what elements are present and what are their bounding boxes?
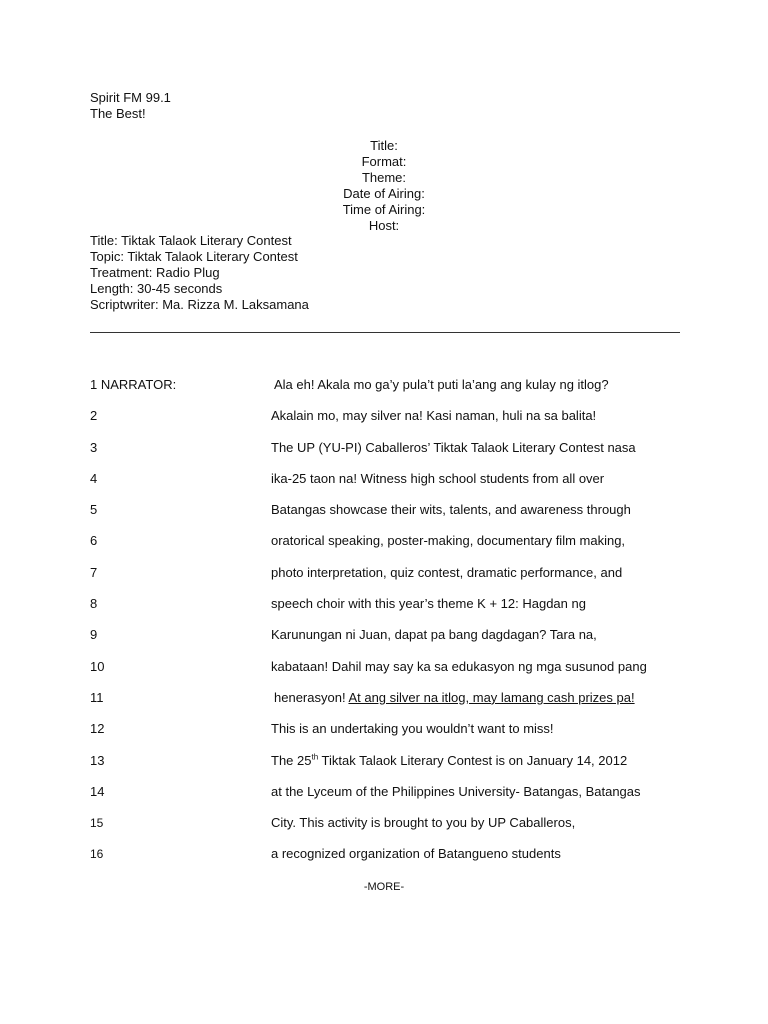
line-text: photo interpretation, quiz contest, dramatic performance, and [271,564,623,580]
line-number: 10 [90,658,105,674]
script-line [90,659,690,690]
script-line [90,502,690,533]
line-text: This is an undertaking you wouldn’t want to miss! [271,721,554,737]
script-line [90,471,690,502]
line-number: 9 [90,627,98,643]
line-text: kabataan! Dahil may say ka sa edukasyon ng mga susunod pang [271,658,647,674]
line-number: 4 [90,470,98,486]
field-theme: Theme: [361,170,407,185]
script-line [90,408,690,439]
line-text [274,690,635,706]
line-number: 5 [90,502,98,518]
line-text: Ala eh! Akala mo ga’y pula’t puti la’ang ang kulay ng itlog? [274,377,609,392]
line-text: a recognized organization of Batangueno students [271,846,561,862]
info-scriptwriter: Scriptwriter: Ma. Rizza M. Laksamana [90,297,309,312]
line-number: 11 [90,689,104,705]
line-text: speech choir with this year’s theme K + 12: Hagdan ng [271,596,586,612]
line-number: 7 [90,564,98,580]
script-line [90,565,690,596]
script-line [90,440,690,471]
info-topic: Topic: Tiktak Talaok Literary Contest [90,249,298,264]
script-line [90,690,690,721]
line-text: City. This activity is brought to you by UP Caballeros, [271,815,576,831]
line-number: 13 [90,752,105,768]
station-slogan: The Best! [90,106,146,121]
line-number: 6 [90,533,98,549]
field-title: Title: [370,138,398,153]
info-title: Title: Tiktak Talaok Literary Contest [90,233,292,248]
ordinal-suffix: th [311,752,319,762]
script-line [90,784,690,815]
script-line [90,533,690,564]
line-text: Akalain mo, may silver na! Kasi naman, huli na sa balita! [271,408,597,424]
script-line [90,377,690,408]
line-number: 8 [90,596,98,612]
broadcast-fields [0,138,768,234]
script-line [90,721,690,752]
line-number: 16 [90,847,104,862]
field-host: Host: [368,218,400,233]
line-text-end: Tiktak Talaok Literary Contest is on January 14, 2012 [318,752,628,768]
line-number: 14 [90,783,105,799]
script-info [90,233,309,313]
station-name: Spirit FM 99.1 [90,90,171,105]
info-treatment: Treatment: Radio Plug [90,265,220,280]
script-lines [90,377,690,878]
line-text: oratorical speaking, poster-making, documentary film making, [271,533,626,549]
script-line [90,596,690,627]
line-text: Batangas showcase their wits, talents, and awareness through [271,502,631,518]
field-time-of-airing: Time of Airing: [342,202,426,217]
line-number: 2 [90,408,98,424]
script-line [90,627,690,658]
line-text: ika-25 taon na! Witness high school students from all over [271,470,605,486]
more-marker: -MORE- [363,881,405,893]
script-line [90,815,690,846]
line-number: 12 [90,721,105,737]
script-line [90,753,690,784]
line-number: 15 [90,816,104,831]
line-text-start: The 25 [271,752,312,768]
line-number: 3 [90,439,98,455]
line-text: The UP (YU-PI) Caballeros’ Tiktak Talaok Literary Contest nasa [271,439,636,455]
divider-line [90,332,680,333]
line-text: Karunungan ni Juan, dapat pa bang dagdagan? Tara na, [271,627,597,643]
line-text-plain: henerasyon! [274,689,349,705]
line-number: 1 NARRATOR: [90,377,177,392]
field-format: Format: [361,154,407,169]
script-line [90,846,690,877]
field-date-of-airing: Date of Airing: [343,186,425,201]
line-text [271,753,627,769]
line-text: at the Lyceum of the Philippines University- Batangas, Batangas [271,783,641,799]
info-length: Length: 30-45 seconds [90,281,223,296]
station-header [90,90,171,122]
line-text-underlined: At ang silver na itlog, may lamang cash prizes pa! [348,689,635,705]
